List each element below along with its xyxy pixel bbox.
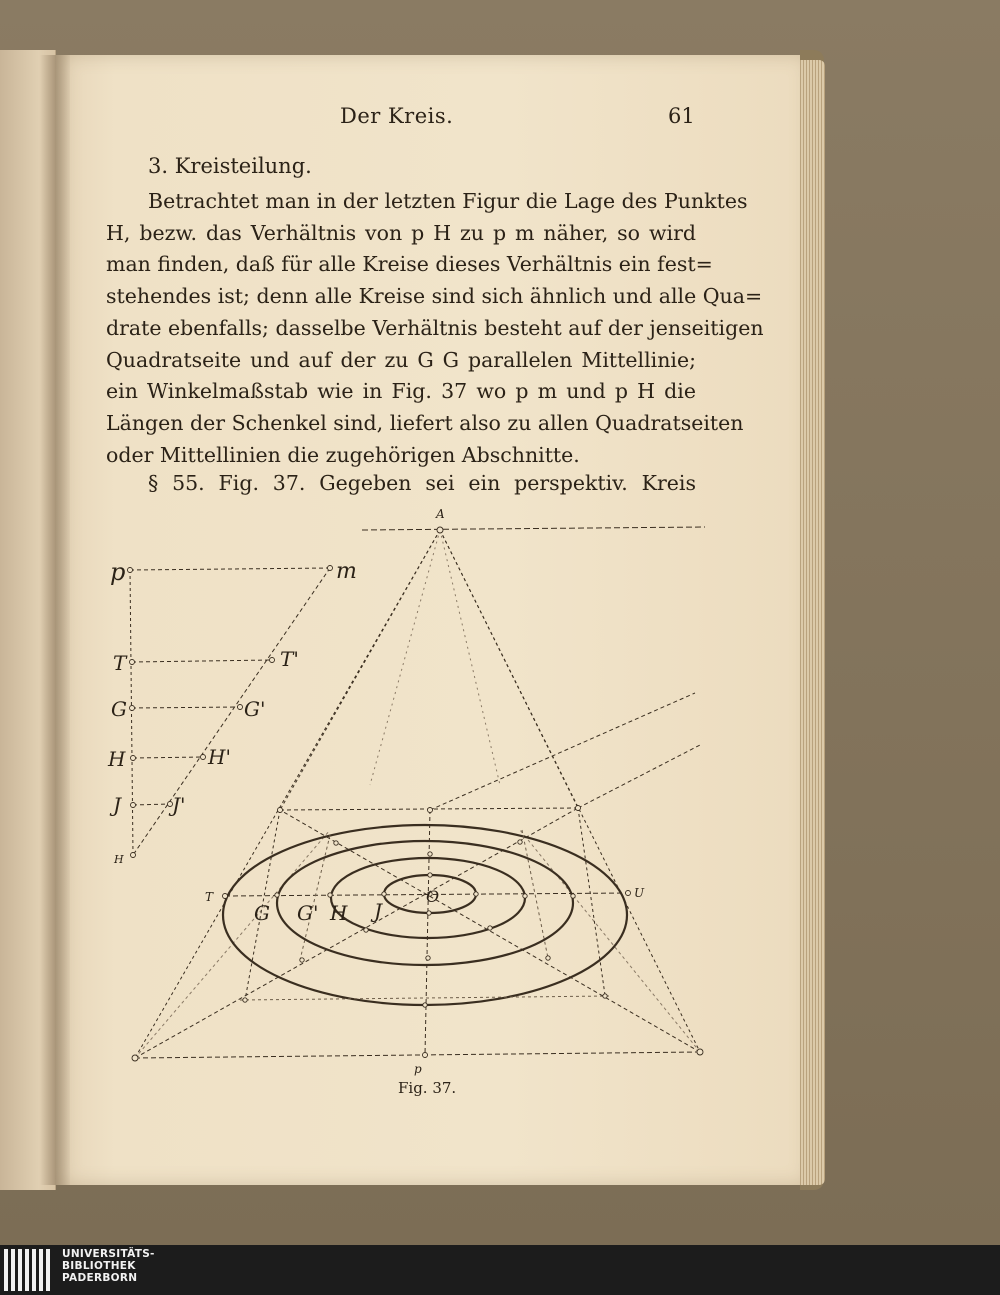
- point-square-tc: [428, 808, 433, 813]
- label-G-in: G: [254, 901, 270, 925]
- label-m: m: [336, 559, 357, 584]
- point-c4: [603, 994, 607, 998]
- point-v4: [428, 873, 432, 877]
- triangle-right-side: [440, 530, 700, 1052]
- horizon-line: [362, 527, 705, 530]
- point-v5: [427, 911, 431, 915]
- point-c7: [364, 928, 368, 932]
- label-J1: J': [172, 793, 186, 817]
- label-p-top: p: [110, 558, 126, 586]
- vanishing-line-2: [578, 745, 700, 808]
- label-O: O: [426, 887, 440, 906]
- label-T-left: T: [205, 890, 214, 904]
- label-H-in: H: [330, 901, 348, 925]
- point-v2: [426, 956, 430, 960]
- point-e2: [474, 892, 478, 896]
- scale-vertical: [130, 570, 133, 855]
- text-line: Quadratseite und auf der zu G G parallelen Mittellinie;: [106, 347, 696, 372]
- logo-line: BIBLIOTHEK: [62, 1260, 136, 1272]
- scale-line-H: [133, 757, 203, 758]
- text-line: oder Mittellinien die zugehörigen Abschnitte.: [106, 442, 580, 467]
- guide-bottom: [240, 996, 610, 1000]
- point-p-top: [128, 568, 133, 573]
- label-J: J: [113, 793, 122, 817]
- point-v3: [423, 1003, 427, 1007]
- scale-top: [130, 568, 330, 570]
- label-A: A: [436, 507, 445, 521]
- point-H-in: [382, 892, 386, 896]
- triangle-base: [135, 1052, 700, 1058]
- text-line: drate ebenfalls; dasselbe Verhältnis besteht auf der jenseitigen: [106, 315, 764, 340]
- label-G1-in: G': [297, 901, 319, 925]
- point-square-tl: [278, 808, 283, 813]
- ray-a-mid-left: [370, 530, 440, 785]
- vanishing-line-3: [520, 830, 700, 1052]
- point-bl: [132, 1055, 138, 1061]
- scale-line-T: [132, 660, 272, 662]
- point-e4: [571, 894, 575, 898]
- logo-line: UNIVERSITÄTS-: [62, 1248, 155, 1260]
- label-J-in: J: [374, 899, 383, 923]
- diagonal-1: [135, 808, 578, 1058]
- point-bc: [423, 1053, 428, 1058]
- ellipse-outer: [223, 825, 627, 1005]
- ray-a-right: [440, 530, 578, 808]
- label-G: G: [111, 697, 127, 721]
- point-square-tr: [576, 806, 581, 811]
- center-vertical: [425, 810, 430, 1055]
- point-H1: [201, 755, 206, 760]
- ray-a-mid-right: [440, 530, 500, 785]
- point-c8: [488, 926, 492, 930]
- point-T-left: [223, 894, 228, 899]
- scale-line-J: [133, 804, 170, 805]
- point-J: [131, 803, 136, 808]
- point-A: [437, 527, 443, 533]
- label-H-small: H: [114, 853, 124, 866]
- paragraph-section-55: § 55. Fig. 37. Gegeben sei ein perspektiv. Kreis: [148, 471, 696, 495]
- point-c2: [518, 840, 522, 844]
- point-c1: [334, 841, 338, 845]
- point-T1: [270, 658, 275, 663]
- point-U: [626, 891, 631, 896]
- point-e3: [523, 894, 527, 898]
- point-c5: [300, 958, 304, 962]
- label-T: T: [113, 651, 127, 675]
- text-line: ein Winkelmaßstab wie in Fig. 37 wo p m und p H die: [106, 379, 696, 404]
- label-H1: H': [208, 745, 231, 769]
- text-line: Betrachtet man in der letzten Figur die Lage des Punktes: [148, 189, 748, 213]
- barcode-stripes-icon: [4, 1249, 56, 1291]
- point-br: [697, 1049, 703, 1055]
- text-line: man finden, daß für alle Kreise dieses Verhältnis ein fest=: [106, 252, 713, 277]
- section-heading: 3. Kreisteilung.: [148, 154, 312, 178]
- page-number: 61: [668, 104, 695, 128]
- point-m: [328, 566, 333, 571]
- label-H: H: [108, 747, 126, 771]
- running-head: Der Kreis.: [340, 104, 454, 128]
- point-c3: [243, 998, 247, 1002]
- point-c6: [546, 956, 550, 960]
- logo-line: PADERBORN: [62, 1272, 138, 1284]
- text-line: stehendes ist; denn alle Kreise sind sich ähnlich und alle Qua=: [106, 284, 763, 309]
- text-line: Längen der Schenkel sind, liefert also zu allen Quadratseiten: [106, 410, 744, 435]
- vanishing-line-1: [430, 693, 695, 810]
- point-G1-in: [328, 893, 332, 897]
- point-H-small: [131, 853, 136, 858]
- library-logo-text: [62, 1248, 155, 1284]
- text-line: H, bezw. das Verhältnis von p H zu p m näher, so wird: [106, 220, 696, 245]
- scale-hypotenuse: [133, 568, 330, 855]
- point-G1: [238, 705, 243, 710]
- point-G-in: [275, 893, 279, 897]
- point-H: [131, 756, 136, 761]
- ray-a-left: [280, 530, 440, 810]
- scale-line-G: [132, 707, 240, 708]
- label-T1: T': [280, 647, 299, 671]
- point-v1: [428, 852, 432, 856]
- label-G1: G': [244, 697, 266, 721]
- label-p-bottom: p: [414, 1062, 422, 1076]
- label-U: U: [634, 886, 645, 900]
- figure-caption: Fig. 37.: [398, 1079, 457, 1097]
- ellipse-second: [277, 841, 573, 965]
- point-G: [130, 706, 135, 711]
- guide-inner-left: [300, 835, 330, 960]
- point-T: [130, 660, 135, 665]
